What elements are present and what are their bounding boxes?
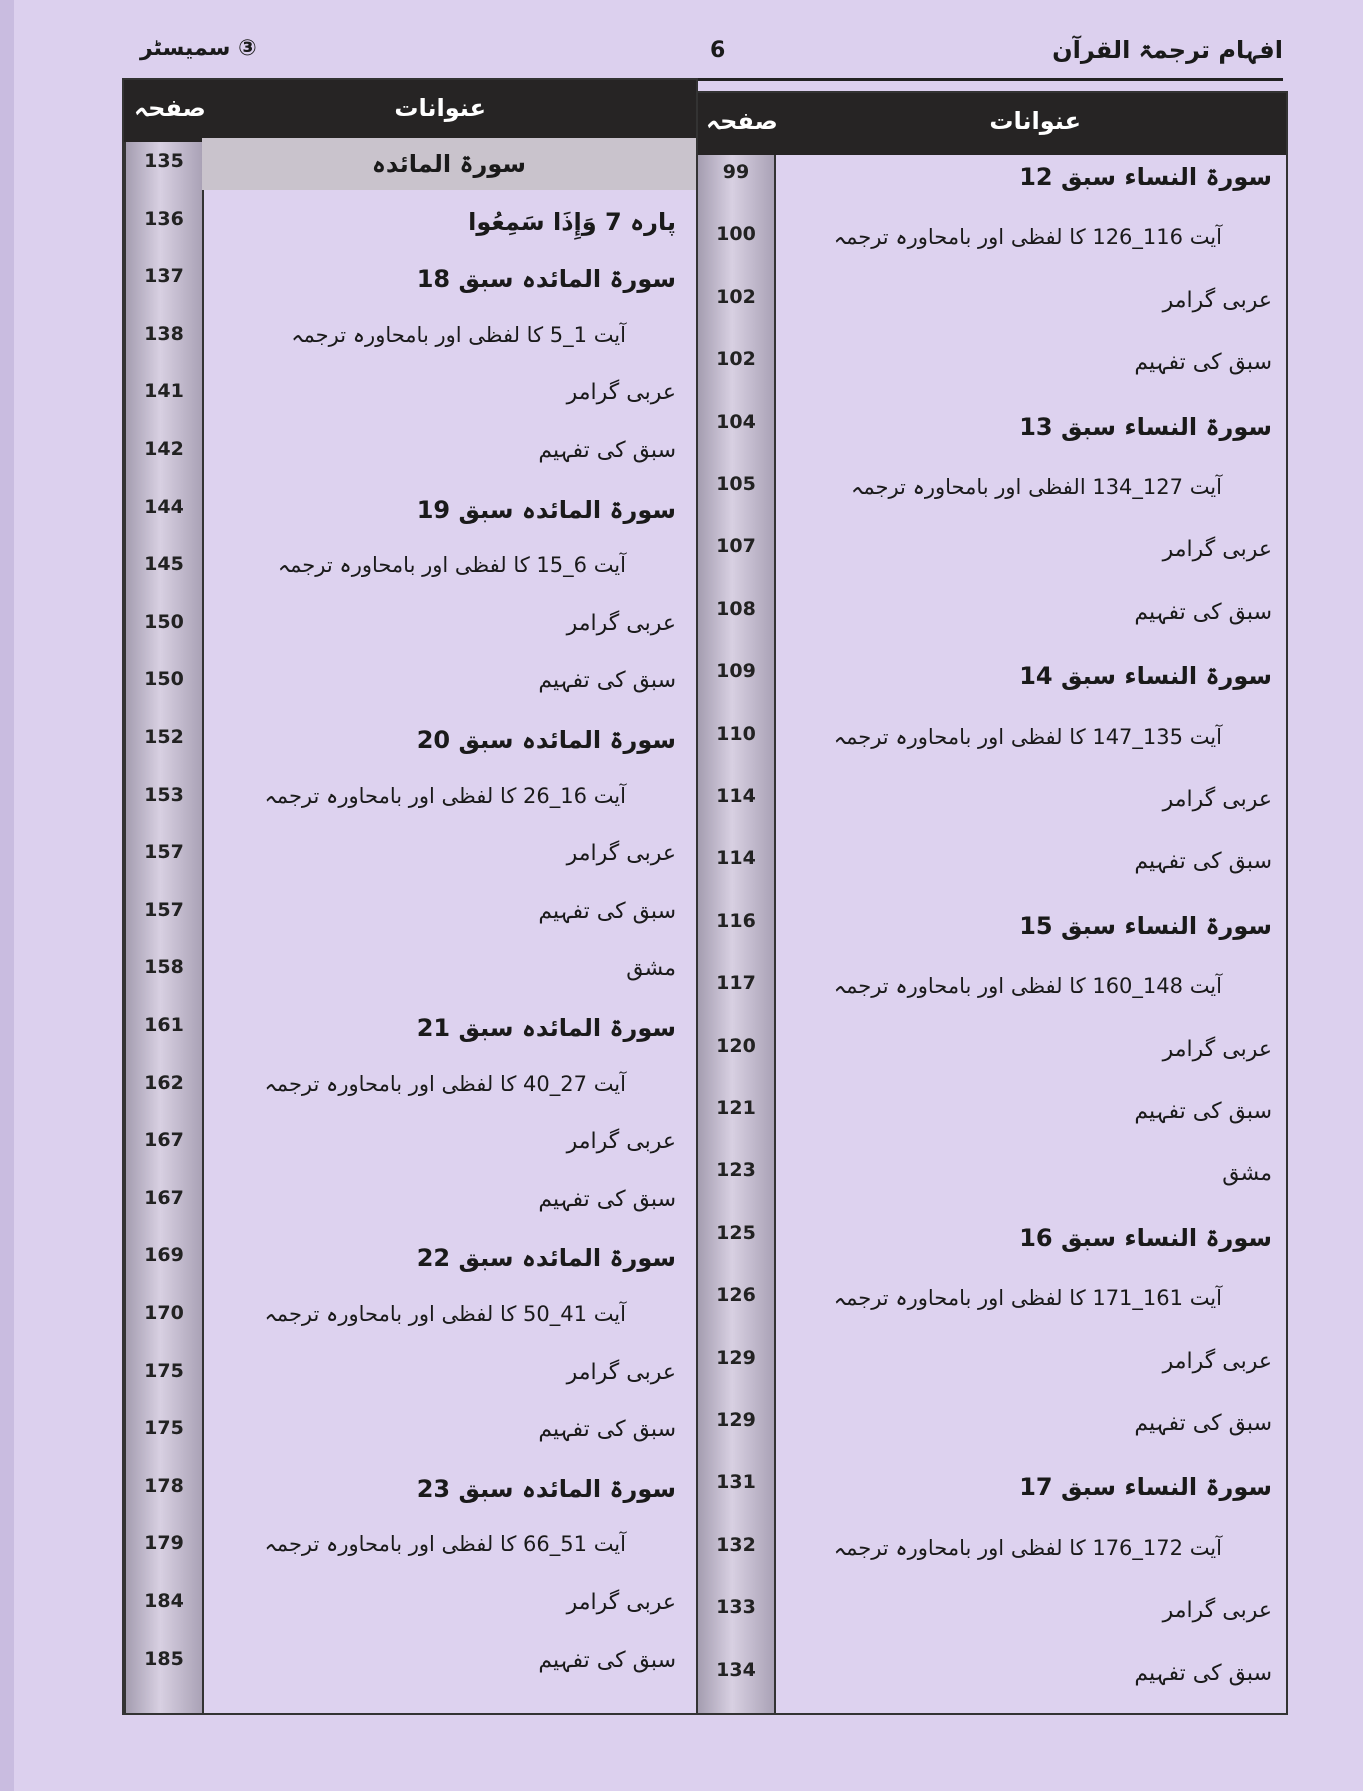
page-number: 157 bbox=[144, 898, 184, 921]
page-number: 169 bbox=[144, 1244, 184, 1267]
page-number: 175 bbox=[144, 1359, 184, 1382]
topics-header: عنوانات bbox=[989, 107, 1081, 135]
page-number: 170 bbox=[144, 1302, 184, 1324]
surah-banner-title: سورۃ المائدہ bbox=[371, 150, 526, 178]
page-number: 135 bbox=[144, 150, 184, 172]
page-number: 131 bbox=[716, 1471, 756, 1494]
page-number: 117 bbox=[716, 972, 756, 995]
page-number: 120 bbox=[716, 1034, 756, 1057]
toc-entry: سورۃ المائدہ سبق 21 bbox=[416, 1014, 676, 1042]
toc-entry: سبق کی تفہیم bbox=[1134, 1660, 1272, 1686]
page-number: 138 bbox=[144, 322, 184, 345]
page-number: 150 bbox=[144, 610, 184, 633]
toc-entry: سبق کی تفہیم bbox=[538, 898, 676, 924]
page-number: 133 bbox=[716, 1596, 756, 1619]
toc-entry: آیت 41_50 کا لفظی اور بامحاورہ ترجمہ bbox=[264, 1302, 626, 1326]
toc-entry: عربی گرامر bbox=[1162, 1598, 1272, 1624]
toc-entry: سورۃ النساء سبق 13 bbox=[1019, 412, 1272, 441]
page-number: 116 bbox=[716, 909, 756, 932]
table-header-right bbox=[696, 93, 1286, 155]
page-number: 125 bbox=[716, 1221, 756, 1244]
page-number: 132 bbox=[716, 1533, 756, 1556]
toc-entry: عربی گرامر bbox=[566, 610, 676, 636]
page-header-cell-right bbox=[696, 93, 776, 155]
toc-entry: سبق کی تفہیم bbox=[1134, 1411, 1272, 1436]
page-number: 114 bbox=[716, 847, 756, 870]
page-number: 185 bbox=[144, 1647, 184, 1670]
toc-entry: سبق کی تفہیم bbox=[538, 668, 676, 694]
page-number: 157 bbox=[144, 841, 184, 864]
page-number: 161 bbox=[144, 1014, 184, 1036]
toc-entry: سورۃ المائدہ سبق 22 bbox=[416, 1244, 676, 1273]
toc-entry: آیت 27_40 کا لفظی اور بامحاورہ ترجمہ bbox=[264, 1071, 626, 1096]
page-number: 109 bbox=[716, 660, 756, 683]
toc-entry: عربی گرامر bbox=[1162, 287, 1272, 313]
page-number: 129 bbox=[716, 1346, 756, 1369]
page-number: 141 bbox=[144, 380, 184, 403]
page-number: 184 bbox=[144, 1590, 184, 1612]
toc-entry: آیت 116_126 کا لفظی اور بامحاورہ ترجمہ bbox=[833, 225, 1222, 250]
toc-entry: عربی گرامر bbox=[1162, 1348, 1272, 1374]
toc-entry: سورۃ النساء سبق 16 bbox=[1019, 1223, 1272, 1252]
page-number: 126 bbox=[716, 1284, 756, 1307]
toc-entry: آیت 172_176 کا لفظی اور بامحاورہ ترجمہ bbox=[833, 1535, 1222, 1560]
page-header bbox=[120, 30, 1283, 76]
page-number: 152 bbox=[144, 726, 184, 748]
toc-table-left bbox=[122, 78, 698, 1715]
toc-entry: عربی گرامر bbox=[566, 841, 676, 867]
toc-entry: عربی گرامر bbox=[1162, 537, 1272, 563]
toc-entry: آیت 16_26 کا لفظی اور بامحاورہ ترجمہ bbox=[264, 783, 626, 808]
page-number: 145 bbox=[144, 553, 184, 576]
toc-entry: سورۃ المائدہ سبق 19 bbox=[416, 495, 676, 524]
toc-entry: عربی گرامر bbox=[566, 1590, 676, 1615]
semester-label: سمیسٹر ③ bbox=[140, 36, 257, 61]
toc-entry: سورۃ المائدہ سبق 18 bbox=[416, 265, 676, 294]
toc-entry: آیت 6_15 کا لفظی اور بامحاورہ ترجمہ bbox=[277, 553, 626, 578]
page-number: 107 bbox=[716, 535, 756, 558]
page-number: 129 bbox=[716, 1409, 756, 1431]
toc-entry: سورۃ النساء سبق 14 bbox=[1019, 662, 1272, 691]
toc-entry: سبق کی تفہیم bbox=[538, 1647, 676, 1673]
toc-entry: مشق bbox=[626, 956, 676, 982]
page-number-column-right bbox=[696, 155, 776, 1713]
table-header-left bbox=[124, 80, 696, 142]
page-number: 114 bbox=[716, 785, 756, 807]
toc-entry: سبق کی تفہیم bbox=[1134, 599, 1272, 625]
page-number: 108 bbox=[716, 597, 756, 620]
toc-entry: آیت 1_5 کا لفظی اور بامحاورہ ترجمہ bbox=[291, 322, 626, 347]
page-number-column-left bbox=[124, 142, 204, 1713]
toc-entry: آیت 148_160 کا لفظی اور بامحاورہ ترجمہ bbox=[833, 974, 1222, 999]
page-number: 136 bbox=[144, 207, 184, 230]
page-number: 100 bbox=[716, 223, 756, 246]
page-number: 102 bbox=[716, 285, 756, 308]
toc-table-right bbox=[694, 91, 1288, 1715]
toc-entry: عربی گرامر bbox=[566, 1129, 676, 1155]
page-number: 167 bbox=[144, 1186, 184, 1209]
page-number: 167 bbox=[144, 1129, 184, 1152]
toc-entry: سبق کی تفہیم bbox=[538, 438, 676, 463]
toc-entry: سورۃ المائدہ سبق 23 bbox=[416, 1474, 676, 1503]
toc-entry: عربی گرامر bbox=[1162, 787, 1272, 812]
toc-entry: عربی گرامر bbox=[566, 380, 676, 406]
page-number: 104 bbox=[716, 410, 756, 433]
page-number: 123 bbox=[716, 1159, 756, 1182]
toc-entry: سورۃ المائدہ سبق 20 bbox=[416, 726, 676, 754]
page-number: 110 bbox=[716, 722, 756, 745]
toc-entry: مشق bbox=[1222, 1161, 1272, 1187]
page-number: 6 bbox=[710, 38, 726, 63]
page-number: 134 bbox=[716, 1658, 756, 1681]
toc-entry: سبق کی تفہیم bbox=[1134, 849, 1272, 875]
toc-entry: سبق کی تفہیم bbox=[1134, 350, 1272, 376]
page-number: 158 bbox=[144, 956, 184, 979]
topics-header: عنوانات bbox=[394, 94, 486, 122]
toc-entry: آیت 51_66 کا لفظی اور بامحاورہ ترجمہ bbox=[264, 1532, 626, 1557]
toc-entry: عربی گرامر bbox=[1162, 1036, 1272, 1062]
page-number: 179 bbox=[144, 1532, 184, 1555]
page-number: 175 bbox=[144, 1417, 184, 1440]
page-number: 178 bbox=[144, 1474, 184, 1497]
page-number: 102 bbox=[716, 348, 756, 371]
toc-entry: آیت 161_171 کا لفظی اور بامحاورہ ترجمہ bbox=[833, 1286, 1222, 1311]
toc-entry: سورۃ النساء سبق 17 bbox=[1019, 1473, 1272, 1502]
toc-entry: آیت 127_134 الفظی اور بامحاورہ ترجمہ bbox=[851, 475, 1222, 499]
page-col-header: صفحہ bbox=[134, 94, 206, 122]
toc-entry: سورۃ النساء سبق 15 bbox=[1019, 911, 1272, 940]
page-number: 99 bbox=[722, 161, 750, 183]
page-number: 142 bbox=[144, 438, 184, 460]
page-col-header: صفحہ bbox=[706, 107, 778, 135]
page-edge bbox=[0, 0, 14, 1791]
page-number: 162 bbox=[144, 1071, 184, 1094]
page-number: 121 bbox=[716, 1097, 756, 1119]
toc-entry: سبق کی تفہیم bbox=[1134, 1099, 1272, 1124]
toc-entry: سبق کی تفہیم bbox=[538, 1417, 676, 1443]
book-title: افہام ترجمۃ القرآن bbox=[1052, 36, 1283, 64]
page-number: 105 bbox=[716, 473, 756, 495]
toc-entry: سبق کی تفہیم bbox=[538, 1186, 676, 1212]
page-number: 137 bbox=[144, 265, 184, 288]
page-number: 150 bbox=[144, 668, 184, 691]
page-header-cell-left bbox=[124, 80, 204, 142]
toc-entry: عربی گرامر bbox=[566, 1359, 676, 1385]
page-number: 153 bbox=[144, 783, 184, 806]
toc-entry: آیت 135_147 کا لفظی اور بامحاورہ ترجمہ bbox=[833, 724, 1222, 749]
toc-entry: پارہ 7 وَإِذَا سَمِعُوا bbox=[468, 207, 676, 236]
toc-entry: سورۃ النساء سبق 12 bbox=[1019, 163, 1272, 191]
page-number: 144 bbox=[144, 495, 184, 518]
